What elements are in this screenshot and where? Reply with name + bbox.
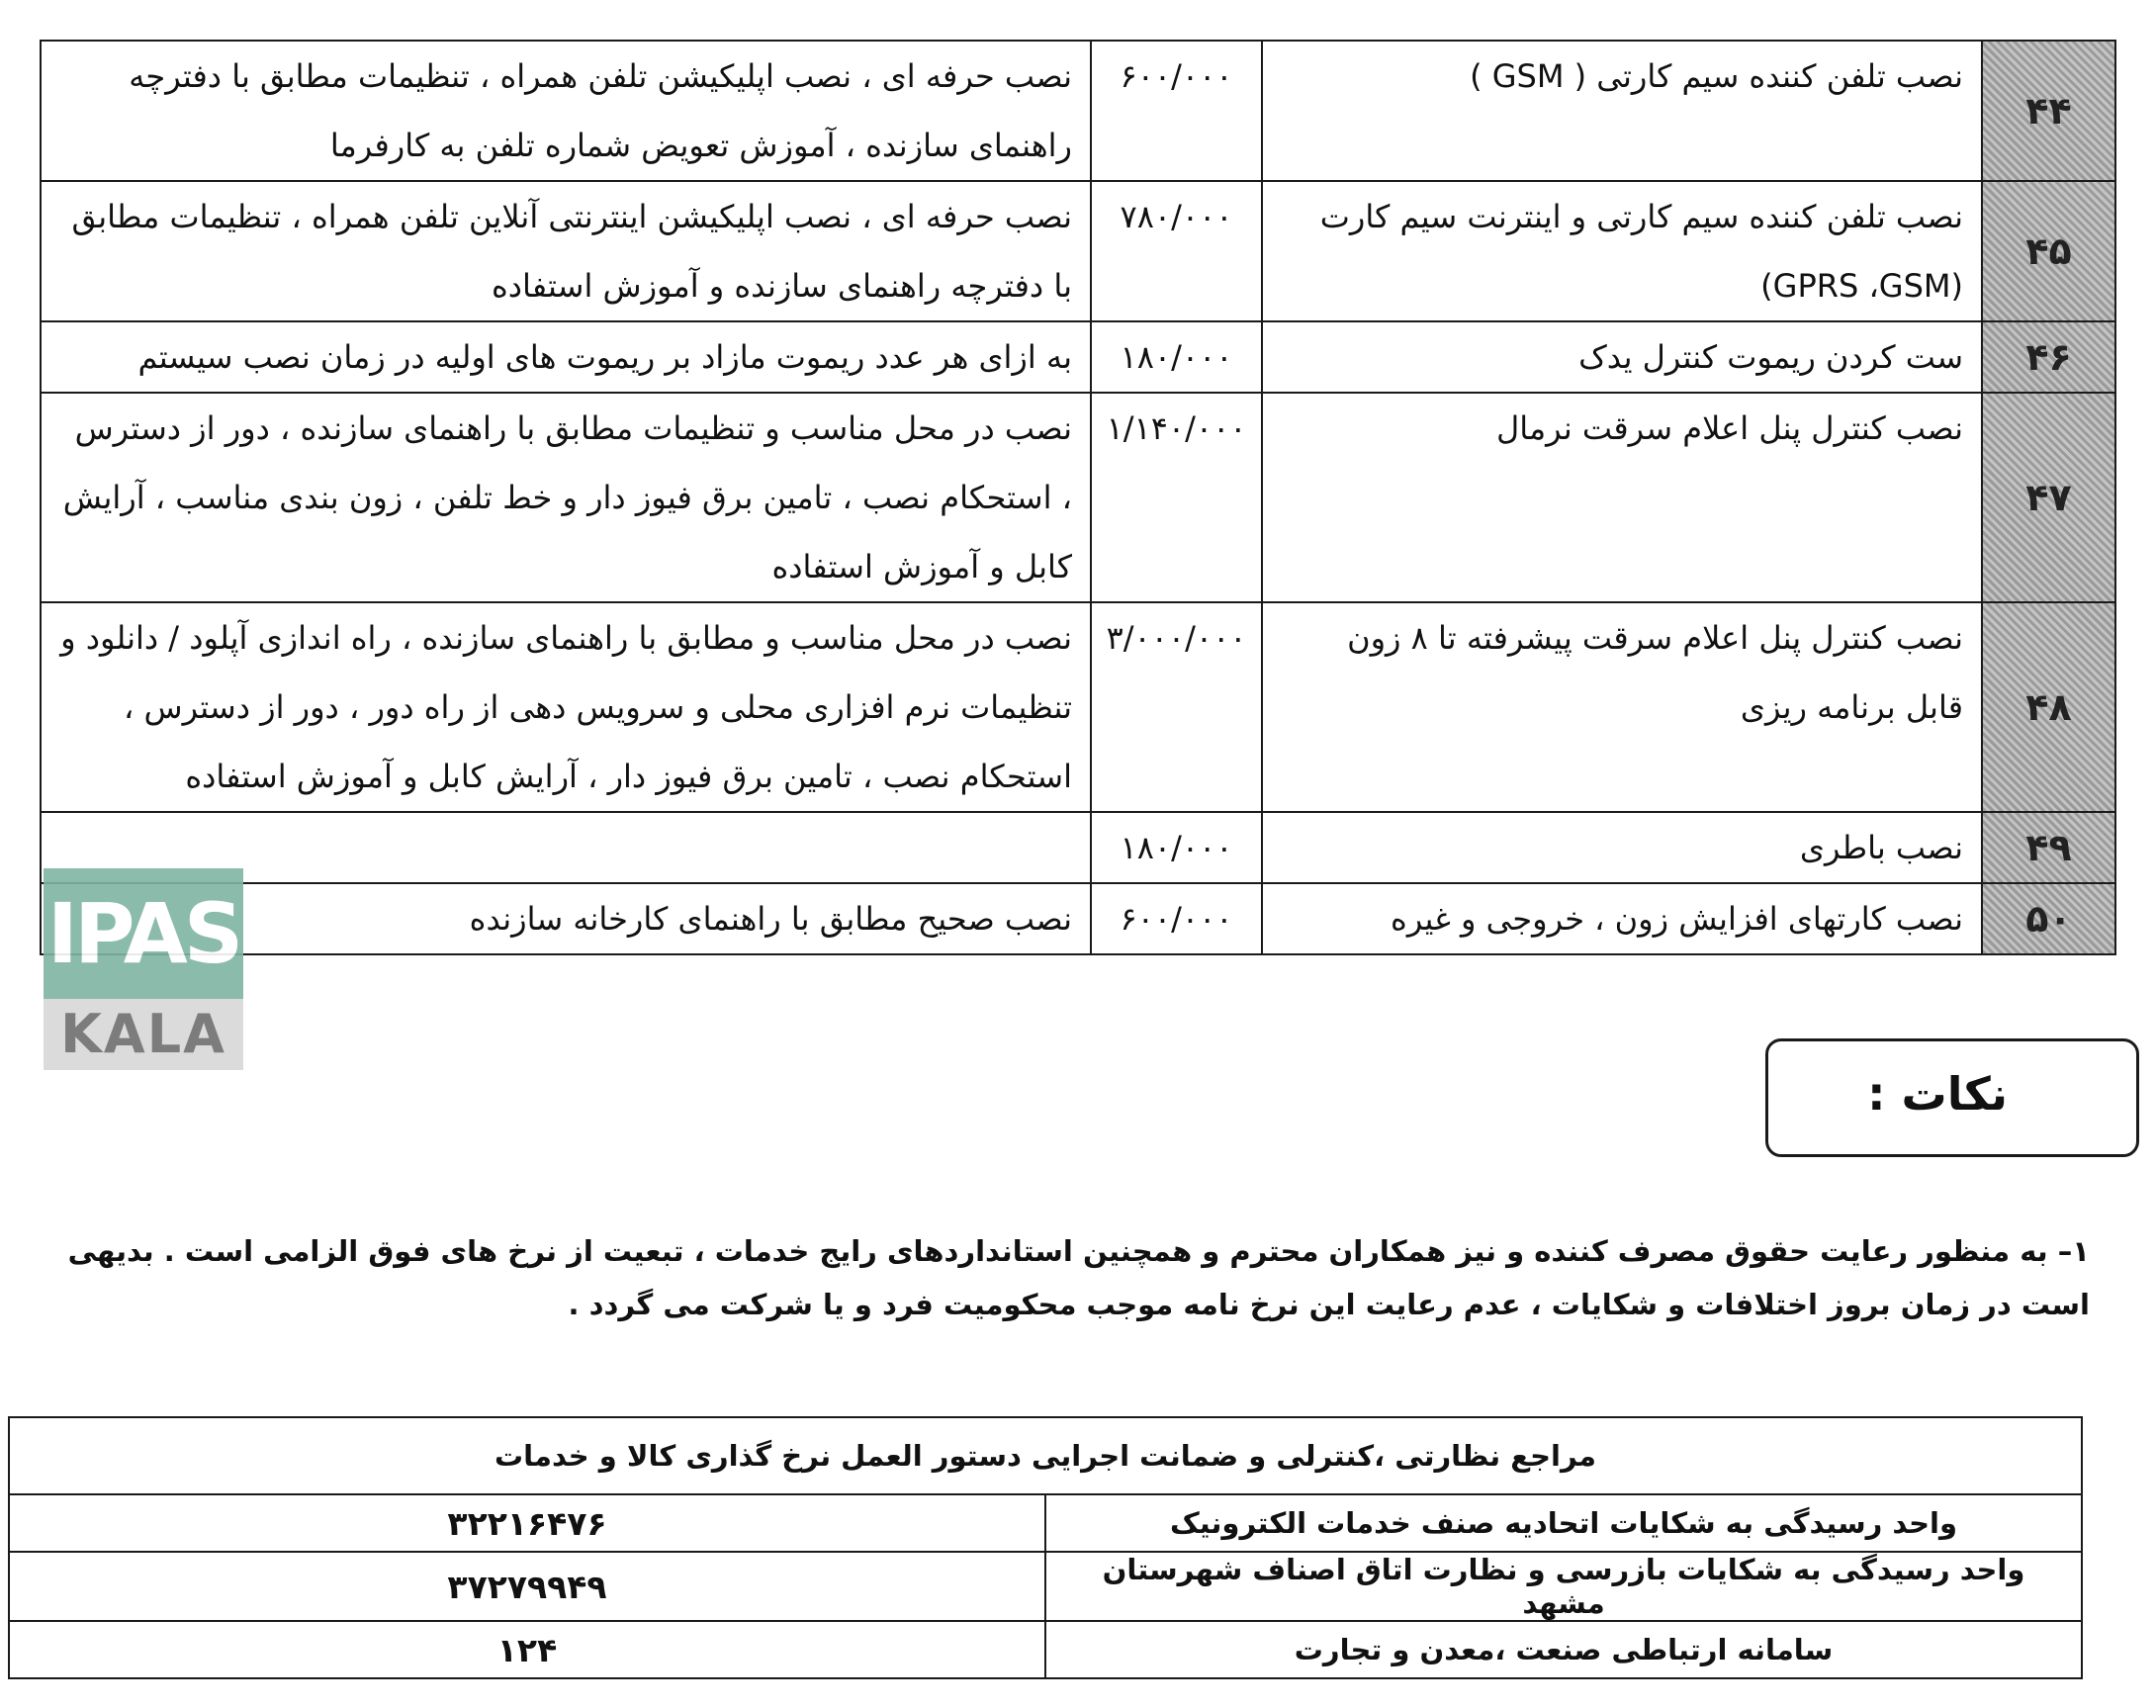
service-price: ۳/۰۰۰/۰۰۰ — [1091, 602, 1262, 812]
service-price: ۱۸۰/۰۰۰ — [1091, 321, 1262, 393]
authority-phone: ۳۲۲۱۶۴۷۶ — [9, 1494, 1045, 1552]
service-description: نصب در محل مناسب و تنظیمات مطابق با راهنمای سازنده ، دور از دسترس ، استحکام نصب ، تامین برق فیوز دار و خط تلفن ، زون بندی مناسب ، آرایش کابل و آموزش استفاده — [41, 393, 1091, 602]
table-row — [9, 1494, 2082, 1552]
table-row — [41, 321, 2115, 393]
notes-heading-box — [1765, 1038, 2139, 1157]
note-item — [28, 1224, 2090, 1331]
watermark-logo-bottom: KALA — [44, 999, 243, 1070]
table-row — [9, 1621, 2082, 1678]
table-row — [41, 812, 2115, 883]
authorities-title: مراجع نظارتی ،کنترلی و ضمانت اجرایی دستور العمل نرخ گذاری کالا و خدمات — [9, 1417, 2082, 1494]
authorities-table — [8, 1416, 2083, 1679]
row-number: ۴۵ — [1982, 181, 2115, 321]
service-price: ۱/۱۴۰/۰۰۰ — [1091, 393, 1262, 602]
service-title: نصب کنترل پنل اعلام سرقت نرمال — [1262, 393, 1982, 602]
authority-unit: واحد رسیدگی به شکایات بازرسی و نظارت اتاق اصناف شهرستان مشهد — [1045, 1552, 2082, 1621]
authority-phone: ۳۷۲۷۹۹۴۹ — [9, 1552, 1045, 1621]
row-number: ۴۷ — [1982, 393, 2115, 602]
service-description: نصب در محل مناسب و مطابق با راهنمای سازنده ، راه اندازی آپلود / دانلود و تنظیمات نرم افزاری محلی و سرویس دهی از راه دور ، دور از دسترس ، استحکام نصب ، تامین برق فیوز دار ، آرایش کابل و آموزش استفاده — [41, 602, 1091, 812]
table-row — [41, 602, 2115, 812]
row-number: ۵۰ — [1982, 883, 2115, 954]
table-row — [41, 393, 2115, 602]
service-price: ۷۸۰/۰۰۰ — [1091, 181, 1262, 321]
service-title: ست کردن ریموت کنترل یدک — [1262, 321, 1982, 393]
authorities-header-row — [9, 1417, 2082, 1494]
service-title: نصب تلفن کننده سیم کارتی و اینترنت سیم کارت (GPRS ،GSM) — [1262, 181, 1982, 321]
authority-phone: ۱۲۴ — [9, 1621, 1045, 1678]
watermark-logo-top: IPAS — [44, 868, 243, 999]
service-title: نصب کارتهای افزایش زون ، خروجی و غیره — [1262, 883, 1982, 954]
authority-unit: واحد رسیدگی به شکایات اتحادیه صنف خدمات الکترونیک — [1045, 1494, 2082, 1552]
service-title: نصب باطری — [1262, 812, 1982, 883]
service-description: نصب حرفه ای ، نصب اپلیکیشن تلفن همراه ، تنظیمات مطابق با دفترچه راهنمای سازنده ، آموزش تعویض شماره تلفن به کارفرما — [41, 41, 1091, 181]
notes-title: نکات : — [1867, 1067, 2008, 1121]
row-number: ۴۶ — [1982, 321, 2115, 393]
service-description: نصب حرفه ای ، نصب اپلیکیشن اینترنتی آنلاین تلفن همراه ، تنظیمات مطابق با دفترچه راهنمای سازنده و آموزش استفاده — [41, 181, 1091, 321]
note-text: به منظور رعایت حقوق مصرف کننده و نیز همکاران محترم و همچنین استانداردهای رایج خدمات ، تبعیت از نرخ های فوق الزامی است . بدیهی است در زمان بروز اختلافات و شکایات ، عدم رعایت این نرخ نامه موجب محکومیت فرد و یا شرکت می گردد . — [67, 1234, 2090, 1321]
service-price: ۶۰۰/۰۰۰ — [1091, 41, 1262, 181]
table-row — [41, 41, 2115, 181]
rates-table — [40, 40, 2116, 955]
watermark-logo — [44, 868, 243, 1070]
row-number: ۴۹ — [1982, 812, 2115, 883]
service-price: ۱۸۰/۰۰۰ — [1091, 812, 1262, 883]
service-description: نصب صحیح مطابق با راهنمای کارخانه سازنده — [41, 883, 1091, 954]
note-number: ۱– — [2057, 1234, 2090, 1268]
authority-unit: سامانه ارتباطی صنعت ،معدن و تجارت — [1045, 1621, 2082, 1678]
table-row — [9, 1552, 2082, 1621]
row-number: ۴۸ — [1982, 602, 2115, 812]
table-row — [41, 883, 2115, 954]
service-price: ۶۰۰/۰۰۰ — [1091, 883, 1262, 954]
service-description: به ازای هر عدد ریموت مازاد بر ریموت های اولیه در زمان نصب سیستم — [41, 321, 1091, 393]
service-title: نصب تلفن کننده سیم کارتی ( GSM ) — [1262, 41, 1982, 181]
row-number: ۴۴ — [1982, 41, 2115, 181]
service-title: نصب کنترل پنل اعلام سرقت پیشرفته تا ۸ زون قابل برنامه ریزی — [1262, 602, 1982, 812]
table-row — [41, 181, 2115, 321]
